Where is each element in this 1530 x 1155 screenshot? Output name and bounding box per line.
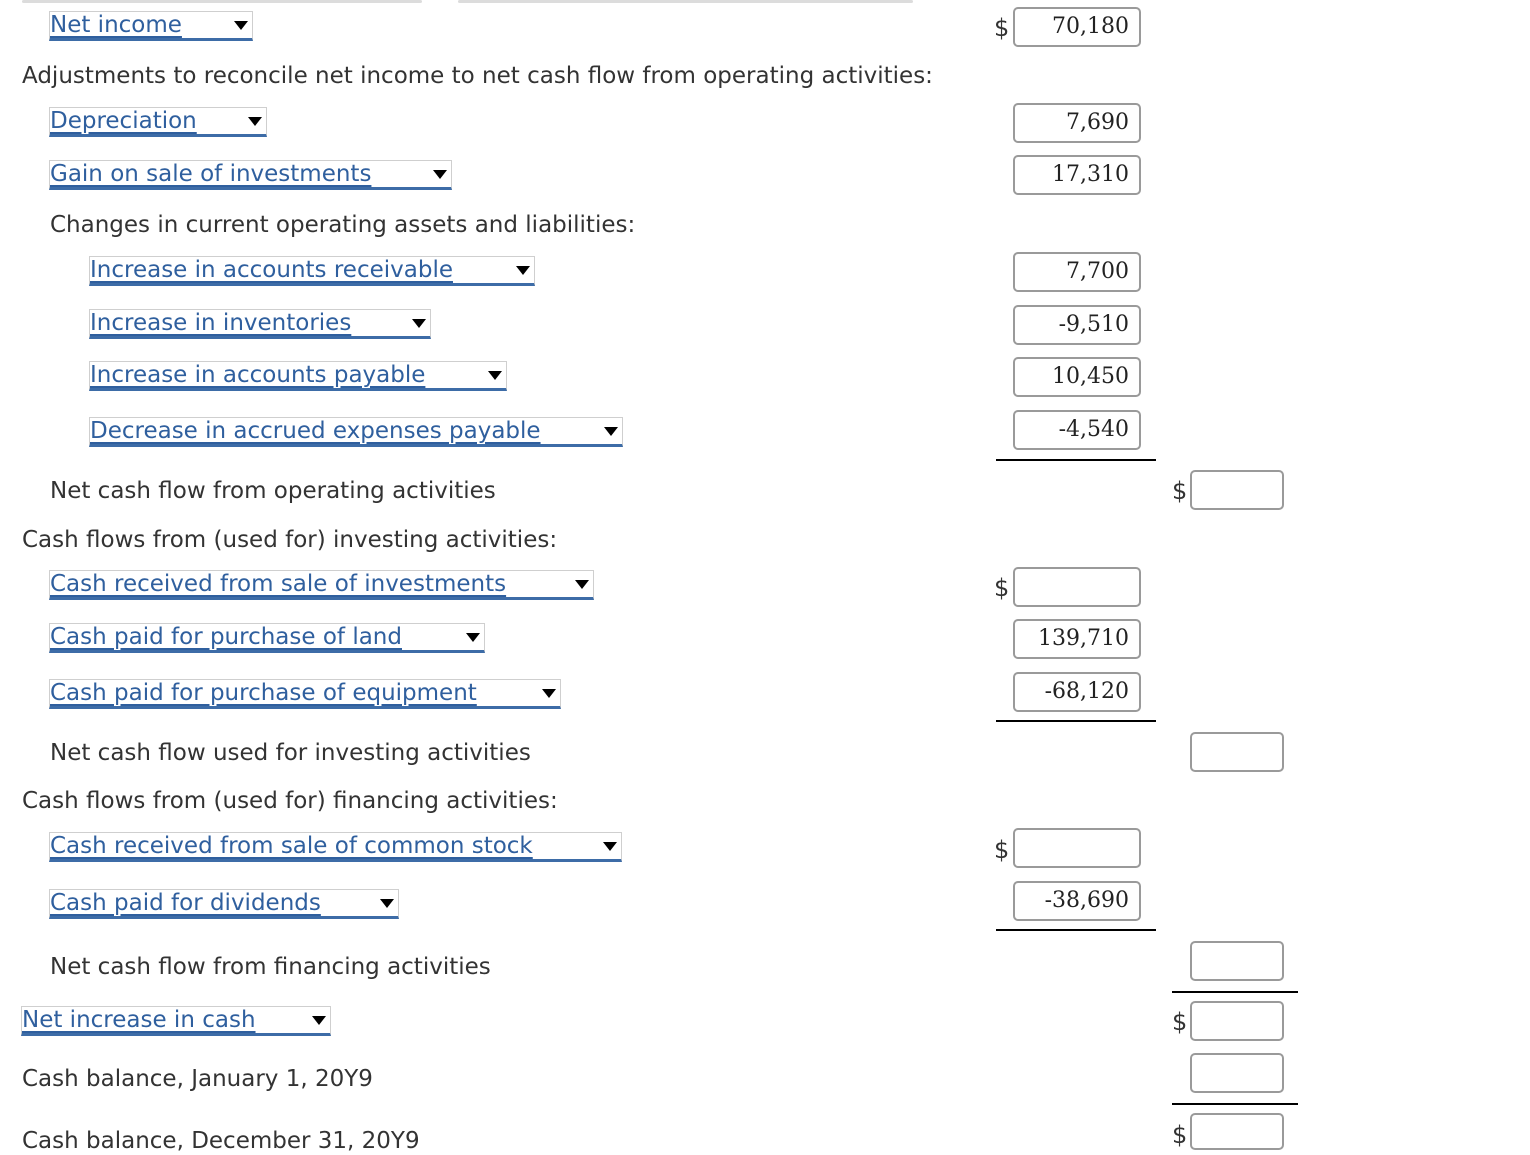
net-increase-input[interactable]: [1190, 1001, 1284, 1041]
accounts-payable-dropdown[interactable]: [89, 361, 507, 391]
chevron-down-icon: [603, 842, 617, 851]
dropdown-label: Depreciation: [50, 108, 197, 134]
subtotal-rule: [996, 459, 1156, 461]
top-edge-line: [22, 0, 422, 3]
chevron-down-icon: [604, 427, 618, 436]
chevron-down-icon: [312, 1016, 326, 1025]
chevron-down-icon: [542, 689, 556, 698]
net-financing-input[interactable]: [1190, 941, 1284, 981]
sale-investments-dropdown[interactable]: [49, 570, 594, 600]
cash-begin-label: Cash balance, January 1, 20Y9: [22, 1066, 373, 1092]
chevron-down-icon: [248, 117, 262, 126]
sale-common-stock-dropdown[interactable]: [49, 832, 622, 862]
subtotal-rule: [996, 929, 1156, 931]
currency-symbol: $: [1172, 477, 1188, 505]
dropdown-label: Increase in inventories: [90, 310, 352, 336]
investing-heading: Cash flows from (used for) investing activities:: [22, 527, 558, 553]
chevron-down-icon: [516, 266, 530, 275]
chevron-down-icon: [466, 633, 480, 642]
dropdown-label: Increase in accounts receivable: [90, 257, 453, 283]
accrued-expenses-input[interactable]: -4,540: [1013, 410, 1141, 450]
accounts-payable-input[interactable]: 10,450: [1013, 357, 1141, 397]
net-operating-label: Net cash flow from operating activities: [50, 478, 496, 504]
currency-symbol: $: [1172, 1008, 1188, 1036]
purchase-equipment-input[interactable]: -68,120: [1013, 672, 1141, 712]
currency-symbol: $: [994, 574, 1010, 602]
net-increase-dropdown[interactable]: [21, 1006, 331, 1036]
dividends-dropdown[interactable]: [49, 889, 399, 919]
net-operating-input[interactable]: [1190, 470, 1284, 510]
purchase-land-dropdown[interactable]: [49, 623, 485, 653]
chevron-down-icon: [488, 371, 502, 380]
dropdown-label: Cash paid for purchase of equipment: [50, 680, 477, 706]
chevron-down-icon: [234, 21, 248, 30]
cash-end-input[interactable]: [1190, 1113, 1284, 1150]
accounts-receivable-input[interactable]: 7,700: [1013, 252, 1141, 292]
purchase-equipment-dropdown[interactable]: [49, 679, 561, 709]
sale-common-stock-input[interactable]: [1013, 828, 1141, 868]
subtotal-rule: [1172, 991, 1298, 993]
cash-begin-input[interactable]: [1190, 1053, 1284, 1093]
net-investing-input[interactable]: [1190, 732, 1284, 772]
changes-heading: Changes in current operating assets and liabilities:: [50, 212, 636, 238]
dropdown-label: Gain on sale of investments: [50, 161, 372, 187]
sale-investments-input[interactable]: [1013, 567, 1141, 607]
purchase-land-input[interactable]: 139,710: [1013, 619, 1141, 659]
inventories-input[interactable]: -9,510: [1013, 305, 1141, 345]
dropdown-label: Cash paid for purchase of land: [50, 624, 402, 650]
inventories-dropdown[interactable]: [89, 309, 431, 339]
dropdown-label: Increase in accounts payable: [90, 362, 426, 388]
currency-symbol: $: [1172, 1121, 1188, 1149]
accrued-expenses-dropdown[interactable]: [89, 417, 623, 447]
cash-end-label: Cash balance, December 31, 20Y9: [22, 1128, 420, 1154]
subtotal-rule: [1172, 1103, 1298, 1105]
gain-on-sale-dropdown[interactable]: [49, 160, 452, 190]
chevron-down-icon: [575, 580, 589, 589]
depreciation-dropdown[interactable]: [49, 107, 267, 137]
chevron-down-icon: [412, 319, 426, 328]
subtotal-rule: [996, 720, 1156, 722]
financing-heading: Cash flows from (used for) financing activities:: [22, 788, 558, 814]
net-income-input[interactable]: 70,180: [1013, 7, 1141, 47]
gain-on-sale-input[interactable]: 17,310: [1013, 155, 1141, 195]
chevron-down-icon: [433, 170, 447, 179]
dropdown-label: Net increase in cash: [22, 1007, 256, 1033]
top-edge-line: [458, 0, 913, 3]
dropdown-label: Cash paid for dividends: [50, 890, 321, 916]
net-financing-label: Net cash flow from financing activities: [50, 954, 491, 980]
currency-symbol: $: [994, 836, 1010, 864]
net-income-dropdown[interactable]: [49, 11, 253, 41]
accounts-receivable-dropdown[interactable]: [89, 256, 535, 286]
dropdown-label: Decrease in accrued expenses payable: [90, 418, 541, 444]
net-investing-label: Net cash flow used for investing activities: [50, 740, 531, 766]
dropdown-label: Cash received from sale of common stock: [50, 833, 533, 859]
dropdown-label: Net income: [50, 12, 182, 38]
currency-symbol: $: [994, 14, 1010, 42]
adjustments-heading: Adjustments to reconcile net income to net cash flow from operating activities:: [22, 63, 933, 89]
dividends-input[interactable]: -38,690: [1013, 881, 1141, 921]
dropdown-label: Cash received from sale of investments: [50, 571, 507, 597]
chevron-down-icon: [380, 899, 394, 908]
depreciation-input[interactable]: 7,690: [1013, 103, 1141, 143]
